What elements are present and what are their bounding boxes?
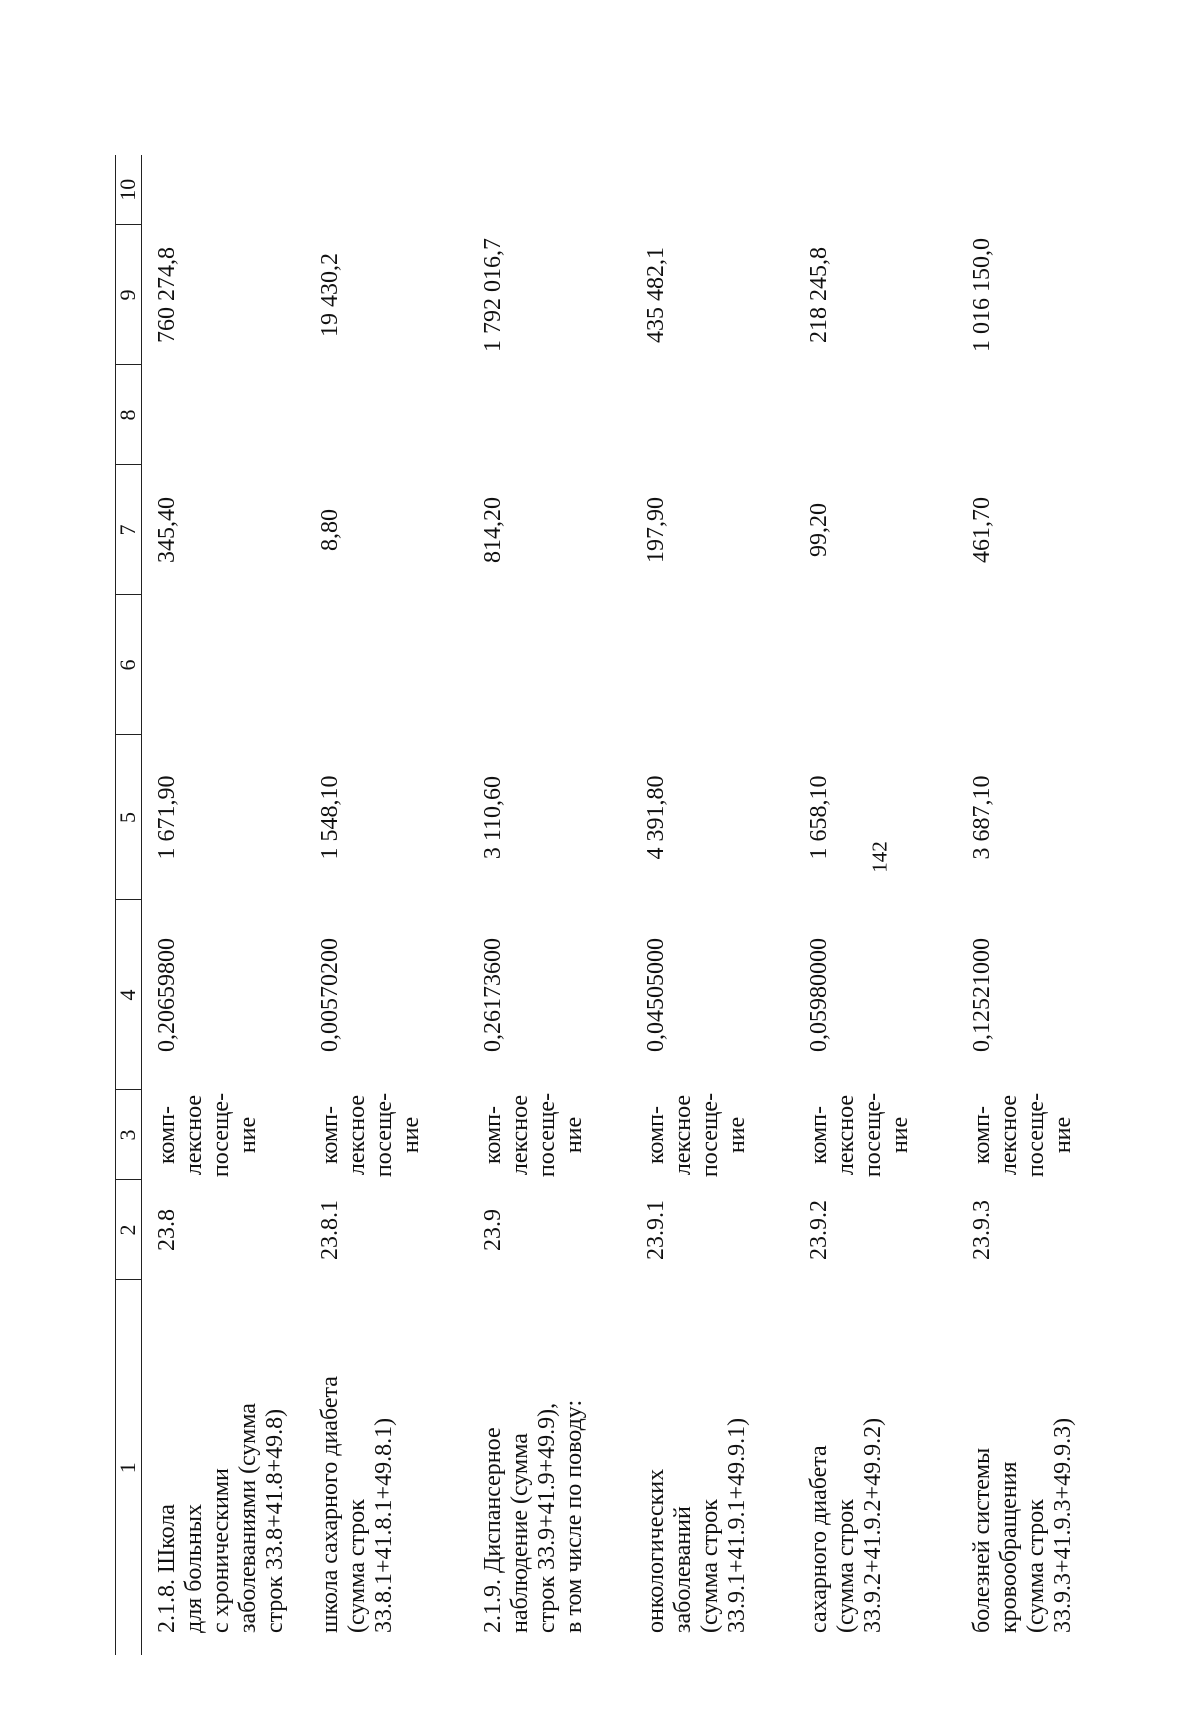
- row-code-cell: 23.9.2: [806, 1200, 832, 1260]
- value-col-9: 760 274,8: [154, 247, 180, 343]
- unit-line: посеще-: [371, 1092, 398, 1178]
- unit-line: комп-: [806, 1106, 832, 1165]
- value-col-6: [142, 595, 306, 735]
- table-row: [305, 155, 468, 1655]
- table-body: [116, 155, 1121, 1655]
- value-col-5: 1 658,10: [806, 775, 832, 860]
- row-name-line: в том числе по поводу:: [561, 1399, 588, 1633]
- unit-line: ние: [235, 1116, 262, 1154]
- row-name-line: (сумма строк: [697, 1499, 724, 1633]
- value-col-5: 1 671,90: [154, 775, 180, 860]
- column-header-4: 4: [116, 900, 142, 1090]
- row-name-cell: [468, 1280, 631, 1655]
- value-col-5: 3 687,10: [969, 775, 995, 860]
- column-header-1: 1: [116, 1280, 142, 1655]
- row-name-line: болезней системы: [969, 1447, 995, 1633]
- column-header-6: 6: [116, 595, 142, 735]
- column-header-5: 5: [116, 735, 142, 900]
- value-col-4: 0,05980000: [806, 938, 832, 1052]
- column-header-3: 3: [116, 1090, 142, 1180]
- value-col-9: 1 016 150,0: [969, 238, 995, 352]
- column-header-7: 7: [116, 465, 142, 595]
- unit-line: ние: [1050, 1116, 1077, 1154]
- table-row: [142, 155, 306, 1655]
- value-col-8: [468, 365, 631, 465]
- column-header-2: 2: [116, 1180, 142, 1280]
- row-name-cell: [957, 1280, 1120, 1655]
- row-name-line: кровообращения: [996, 1461, 1023, 1633]
- row-name-line: 2.1.9. Диспансерное: [480, 1427, 506, 1633]
- unit-line: лексное: [670, 1094, 697, 1176]
- value-col-7: 814,20: [480, 497, 506, 563]
- unit-line: комп-: [154, 1106, 180, 1165]
- value-col-6: [957, 595, 1120, 735]
- unit-cell: [957, 1090, 1120, 1180]
- table-row: [794, 155, 957, 1655]
- row-code-cell: 23.9: [480, 1209, 506, 1251]
- page-number: 142: [867, 841, 892, 873]
- row-name-cell: [631, 1280, 794, 1655]
- value-col-10: [957, 155, 1120, 225]
- row-name-line: 33.8.1+41.8.1+49.8.1): [371, 1417, 398, 1633]
- value-col-4: 0,12521000: [969, 938, 995, 1052]
- row-name-cell: [305, 1280, 468, 1655]
- value-col-8: [957, 365, 1120, 465]
- unit-line: лексное: [833, 1094, 860, 1176]
- value-col-5: 1 548,10: [317, 775, 343, 860]
- value-col-6: [468, 595, 631, 735]
- value-col-7: 345,40: [154, 497, 180, 563]
- column-header-9: 9: [116, 225, 142, 365]
- data-table: [115, 155, 1120, 1655]
- row-name-line: заболеваний: [670, 1506, 697, 1633]
- unit-line: посеще-: [534, 1092, 561, 1178]
- row-name-line: наблюдение (сумма: [507, 1433, 534, 1633]
- unit-line: посеще-: [1023, 1092, 1050, 1178]
- row-code-cell: 23.8: [154, 1209, 180, 1251]
- value-col-7: 197,90: [643, 497, 669, 563]
- unit-line: лексное: [507, 1094, 534, 1176]
- value-col-8: [305, 365, 468, 465]
- value-col-10: [305, 155, 468, 225]
- unit-line: ние: [561, 1116, 588, 1154]
- rotated-table-container: [115, 155, 1077, 1655]
- unit-line: комп-: [480, 1106, 506, 1165]
- unit-line: ние: [887, 1116, 914, 1154]
- row-code-cell: 23.9.1: [643, 1200, 669, 1260]
- row-code-cell: 23.8.1: [317, 1200, 343, 1260]
- header-row: [116, 155, 142, 1655]
- row-name-line: школа сахарного диабета: [317, 1376, 343, 1633]
- row-name-line: онкологических: [643, 1468, 669, 1633]
- value-col-9: 435 482,1: [643, 247, 669, 343]
- row-name-line: (сумма строк: [344, 1499, 371, 1633]
- value-col-8: [142, 365, 306, 465]
- row-code-cell: 23.9.3: [969, 1200, 995, 1260]
- value-col-7: 8,80: [317, 509, 343, 551]
- unit-line: лексное: [344, 1094, 371, 1176]
- value-col-4: 0,04505000: [643, 938, 669, 1052]
- value-col-6: [794, 595, 957, 735]
- value-col-10: [794, 155, 957, 225]
- value-col-8: [794, 365, 957, 465]
- row-name-line: (сумма строк: [1023, 1499, 1050, 1633]
- column-header-10: 10: [116, 155, 142, 225]
- value-col-10: [142, 155, 306, 225]
- table-row: [468, 155, 631, 1655]
- row-name-line: сахарного диабета: [806, 1445, 832, 1633]
- unit-line: ние: [724, 1116, 751, 1154]
- value-col-7: 461,70: [969, 497, 995, 563]
- unit-line: лексное: [996, 1094, 1023, 1176]
- table-row: [957, 155, 1120, 1655]
- row-name-line: для больных: [181, 1503, 208, 1633]
- value-col-6: [631, 595, 794, 735]
- column-header-8: 8: [116, 365, 142, 465]
- row-name-cell: [794, 1280, 957, 1655]
- unit-cell: [305, 1090, 468, 1180]
- unit-line: комп-: [969, 1106, 995, 1165]
- row-name-line: строк 33.9+41.9+49.9),: [534, 1402, 561, 1633]
- unit-line: посеще-: [860, 1092, 887, 1178]
- row-name-line: 33.9.1+41.9.1+49.9.1): [724, 1417, 751, 1633]
- value-col-4: 0,00570200: [317, 938, 343, 1052]
- row-name-cell: [142, 1280, 306, 1655]
- unit-line: ние: [398, 1116, 425, 1154]
- row-name-line: с хроническими: [208, 1468, 235, 1633]
- unit-cell: [468, 1090, 631, 1180]
- value-col-9: 1 792 016,7: [480, 238, 506, 352]
- row-name-line: 33.9.3+41.9.3+49.9.3): [1050, 1417, 1077, 1633]
- unit-line: лексное: [181, 1094, 208, 1176]
- unit-cell: [794, 1090, 957, 1180]
- value-col-5: 4 391,80: [643, 775, 669, 860]
- row-name-line: заболеваниями (сумма: [235, 1403, 262, 1633]
- row-name-line: 33.9.2+41.9.2+49.9.2): [860, 1417, 887, 1633]
- value-col-7: 99,20: [806, 503, 832, 557]
- unit-cell: [631, 1090, 794, 1180]
- value-col-9: 19 430,2: [317, 253, 343, 337]
- row-name-line: строк 33.8+41.8+49.8): [262, 1408, 289, 1633]
- value-col-5: 3 110,60: [480, 775, 506, 860]
- table-row: [631, 155, 794, 1655]
- unit-line: посеще-: [208, 1092, 235, 1178]
- value-col-6: [305, 595, 468, 735]
- unit-cell: [142, 1090, 306, 1180]
- value-col-8: [631, 365, 794, 465]
- row-name-line: 2.1.8. Школа: [154, 1504, 180, 1633]
- row-name-line: (сумма строк: [833, 1499, 860, 1633]
- value-col-10: [631, 155, 794, 225]
- value-col-10: [468, 155, 631, 225]
- value-col-4: 0,20659800: [154, 938, 180, 1052]
- value-col-9: 218 245,8: [806, 247, 832, 343]
- unit-line: комп-: [643, 1106, 669, 1165]
- unit-line: посеще-: [697, 1092, 724, 1178]
- unit-line: комп-: [317, 1106, 343, 1165]
- value-col-4: 0,26173600: [480, 938, 506, 1052]
